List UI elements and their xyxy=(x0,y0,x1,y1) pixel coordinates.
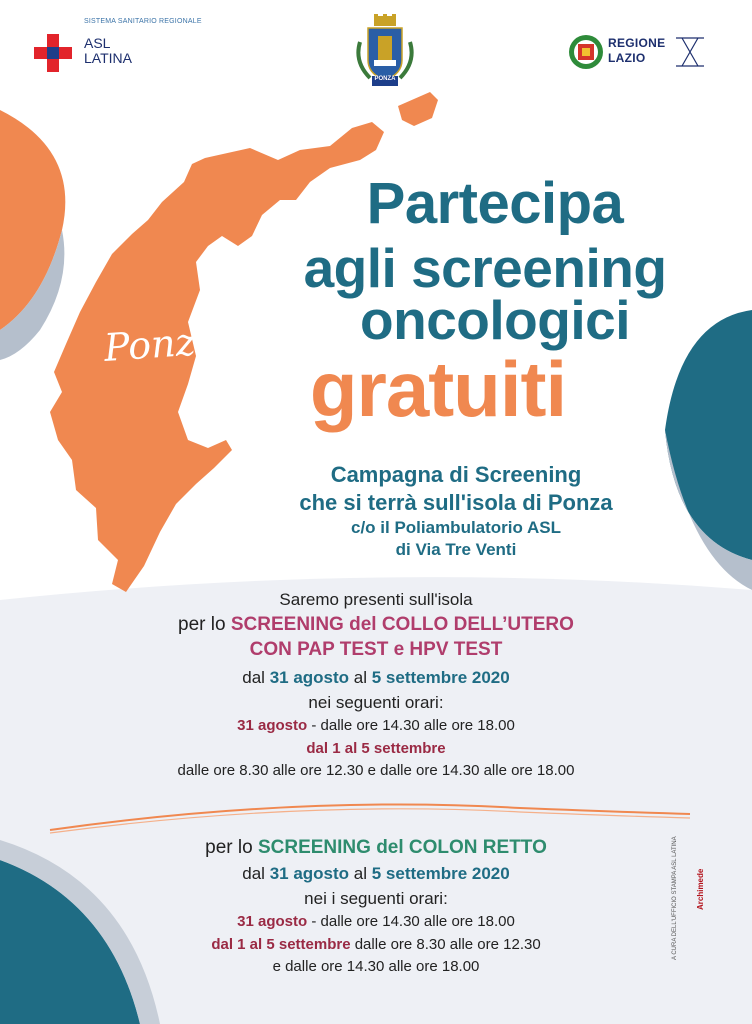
section2-row3: e dalle ore 14.30 alle ore 18.00 xyxy=(272,958,480,975)
asl-name xyxy=(84,36,132,66)
section2-title: SCREENING del COLON RETTO xyxy=(257,837,547,858)
regione-lazio-emblem-icon xyxy=(568,34,604,70)
campaign-line1: Campagna di Screening xyxy=(330,462,582,487)
headline-line3: oncologici xyxy=(360,289,630,351)
campaign-line4: di Via Tre Venti xyxy=(395,540,517,559)
headline-gratuiti: gratuiti xyxy=(309,345,567,433)
region-line1: REGIONE xyxy=(608,36,666,50)
section1-title-a: SCREENING del COLLO DELL’UTERO xyxy=(230,614,574,635)
campaign-line2: che si terrà sull'isola di Ponza xyxy=(299,490,613,515)
publisher-logo: Archimede xyxy=(696,868,705,910)
campaign-line3: c/o il Poliambulatorio ASL xyxy=(350,518,561,537)
asl-subtitle: SISTEMA SANITARIO REGIONALE xyxy=(84,18,202,25)
section1-dates: dal 31 agosto al 5 settembre 2020 xyxy=(242,668,510,687)
region-line2: LAZIO xyxy=(608,51,646,65)
section1-intro: Saremo presenti sull'isola xyxy=(279,590,473,609)
section2-title-line: per lo SCREENING del COLON RETTO xyxy=(205,837,547,858)
section2-row2: dal 1 al 5 settembre dalle ore 8.30 alle ore 12.30 xyxy=(211,936,541,953)
section1-orari-label: nei seguenti orari: xyxy=(308,693,444,712)
map-label-ponza: Ponza xyxy=(102,318,220,370)
asl-line2: LATINA xyxy=(84,50,132,66)
ponza-islet xyxy=(398,92,438,126)
section1-row1: 31 agosto - dalle ore 14.30 alle ore 18.00 xyxy=(237,717,515,734)
section1-row2: dal 1 al 5 settembre xyxy=(306,740,446,757)
lazio-x-mark-icon xyxy=(676,36,706,68)
section1-title-line: per lo SCREENING del COLLO DELL’UTERO xyxy=(178,614,574,635)
asl-cross-icon xyxy=(34,34,72,72)
section2-dates: dal 31 agosto al 5 settembre 2020 xyxy=(242,864,510,883)
section1-row3: dalle ore 8.30 alle ore 12.30 e dalle ore 14.30 alle ore 18.00 xyxy=(177,762,575,779)
crest-label: PONZA xyxy=(374,76,396,82)
section2-orari-label: nei i seguenti orari: xyxy=(304,889,448,908)
footer-credit: A CURA DELL'UFFICIO STAMPA ASL LATINA xyxy=(672,836,678,960)
headline-line2: agli screening xyxy=(303,237,667,299)
section2-row1: 31 agosto - dalle ore 14.30 alle ore 18.00 xyxy=(237,913,515,930)
headline-line1: Partecipa xyxy=(366,171,624,236)
section1-title-b: CON PAP TEST e HPV TEST xyxy=(249,639,503,660)
asl-line1: ASL xyxy=(84,35,111,51)
regione-lazio-name xyxy=(608,36,665,66)
